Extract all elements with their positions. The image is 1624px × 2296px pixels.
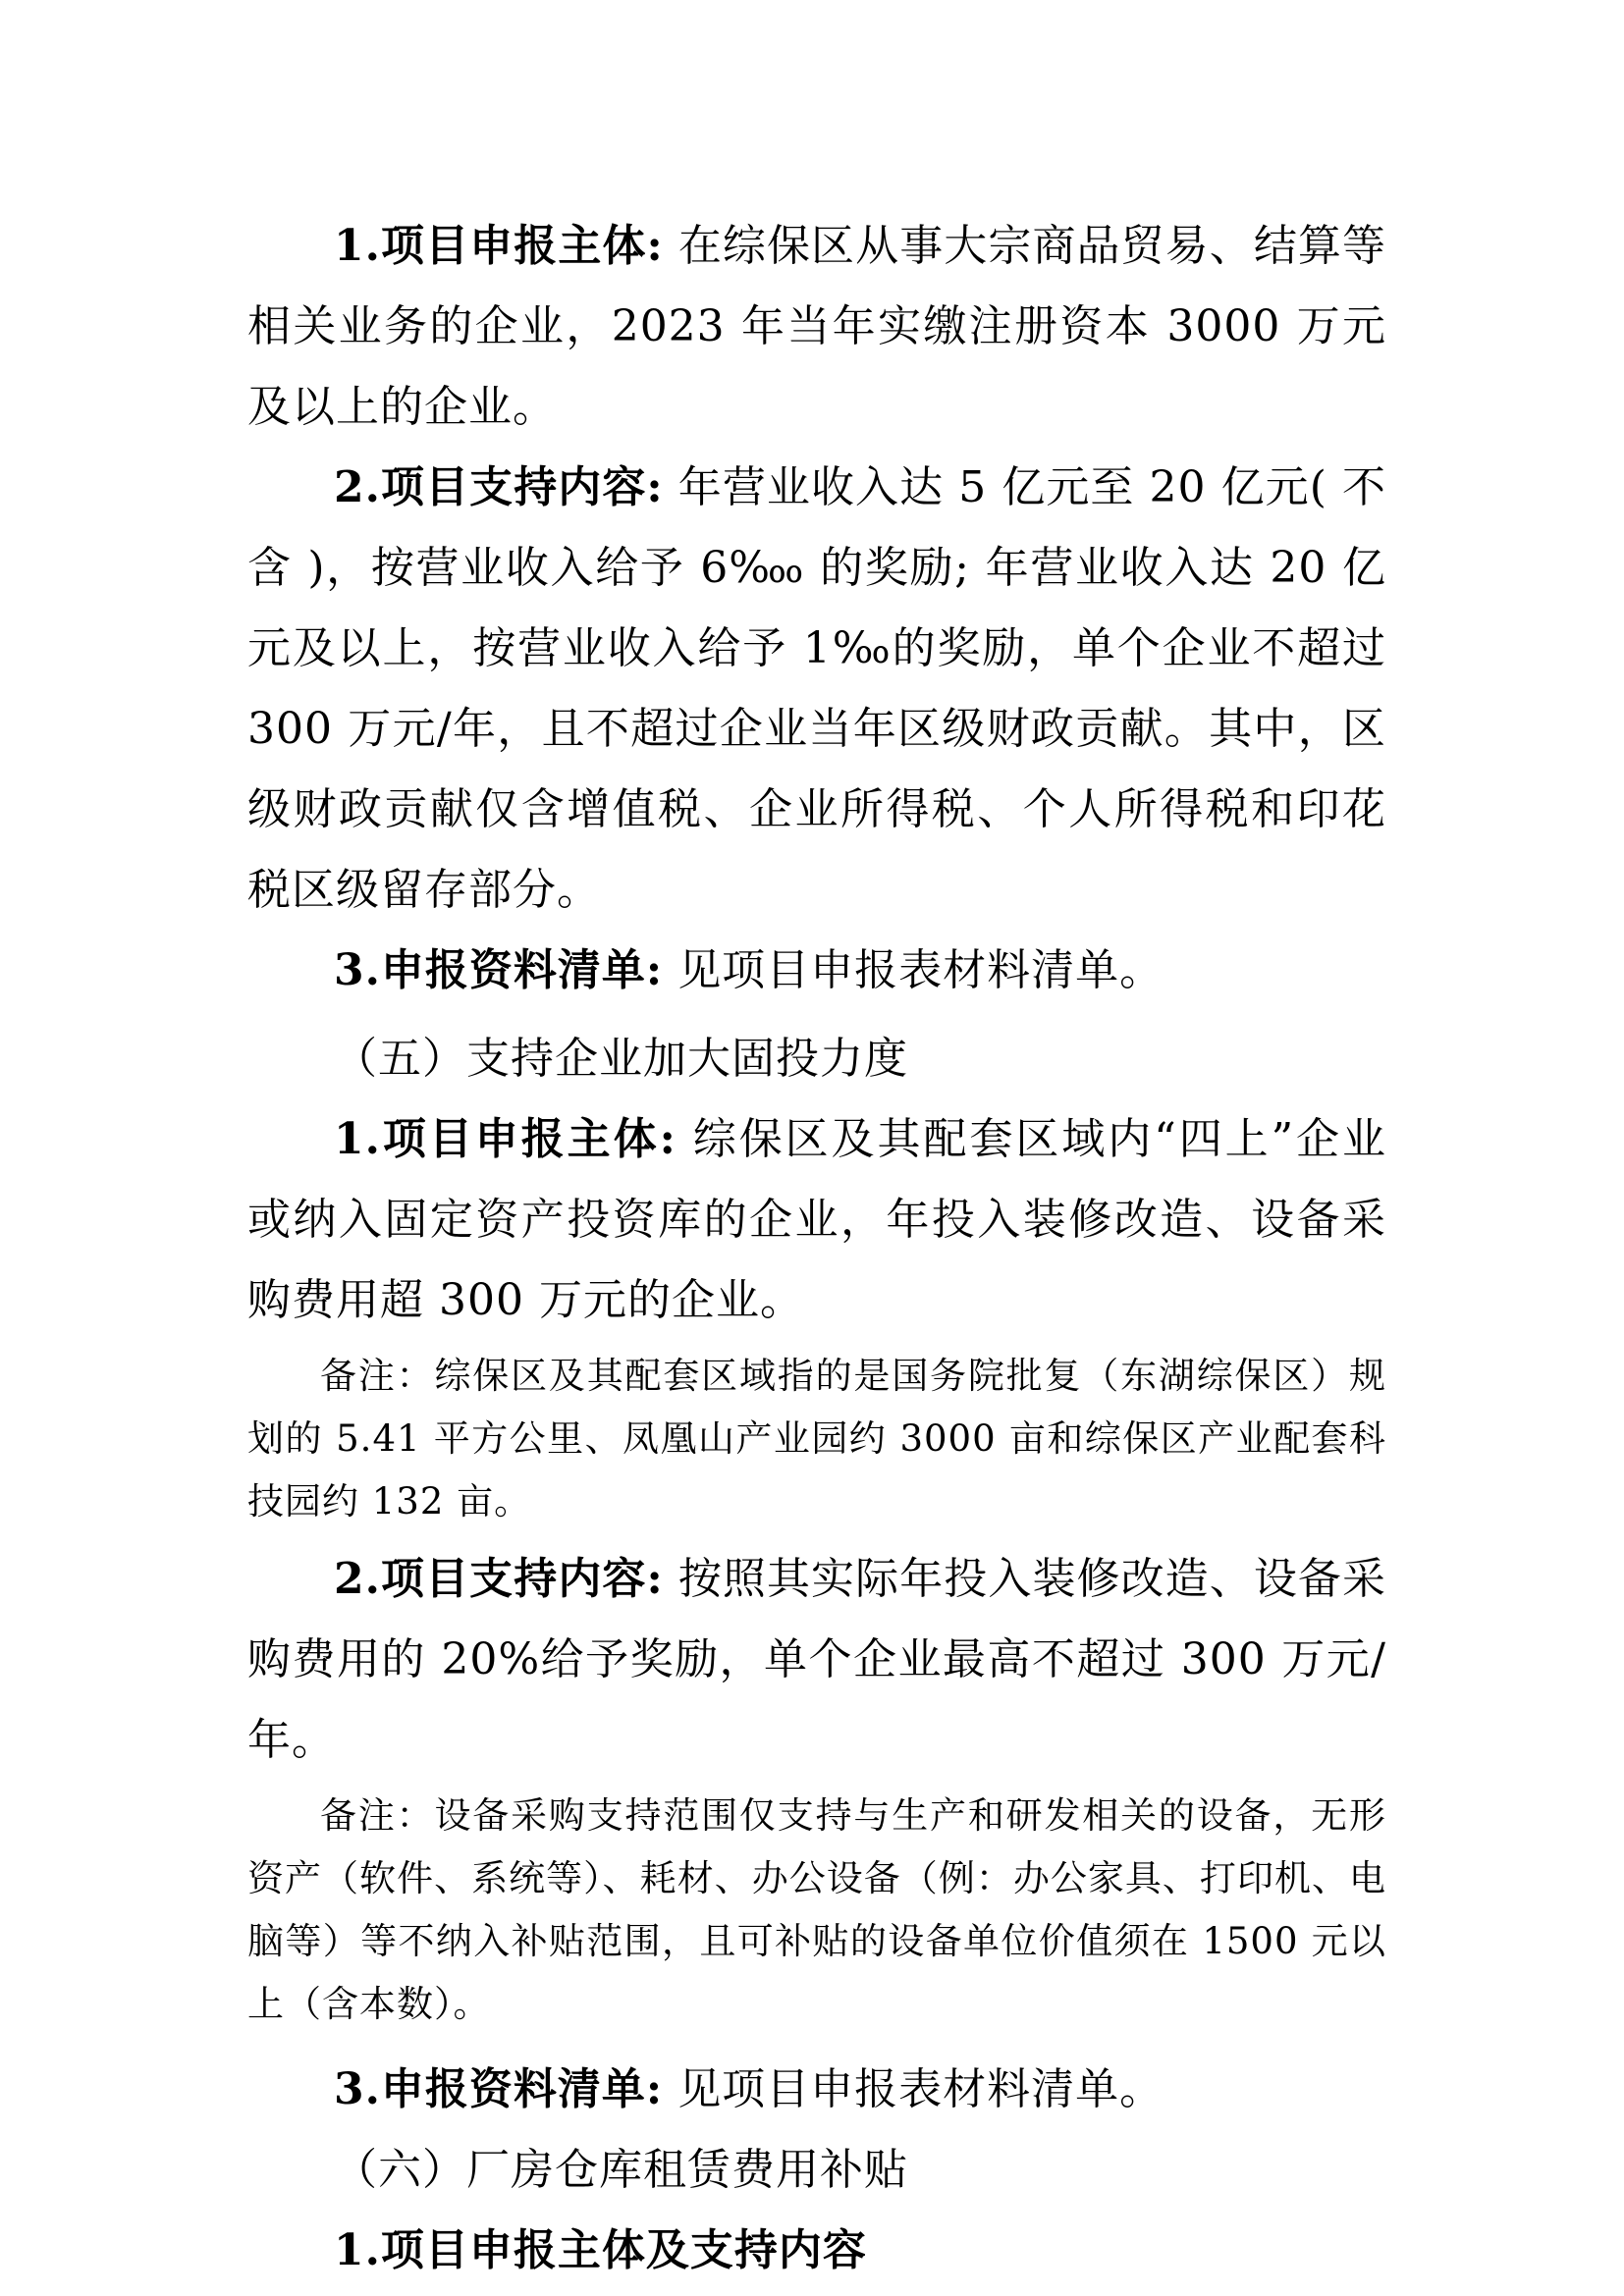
- paragraph-applicant-trade: [247, 206, 1386, 448]
- paragraph-text: 见项目申报表材料清单。: [677, 2064, 1164, 2114]
- paragraph-lead: 1.项目申报主体:: [334, 1114, 677, 1164]
- paragraph-applicant-rent: [247, 2211, 1386, 2291]
- paragraph-applicant-investment: [247, 1099, 1386, 1341]
- paragraph-support-trade: [247, 448, 1386, 931]
- paragraph-text: 年营业收入达 5 亿元至 20 亿元( 不含 )，按营业收入给予 6‱ 的奖励; 年营业收入达 20 亿元及以上，按营业收入给予 1‰的奖励，单个企业不超过 300 万元/年，且不超过企业当年区级财政贡献。其中，区级财政贡献仅含增值税、企业所得税、个人所得税和印花税区级留存部分。: [247, 462, 1386, 915]
- paragraph-text: 综保区及其配套区域内“四上”企业或纳入固定资产投资库的企业，年投入装修改造、设备采购费用超 300 万元的企业。: [247, 1114, 1386, 1325]
- paragraph-text: 见项目申报表材料清单。: [677, 945, 1164, 995]
- paragraph-lead: 2.项目支持内容:: [334, 462, 664, 512]
- paragraph-lead: 1.项目申报主体:: [334, 221, 664, 271]
- paragraph-lead: 2.项目支持内容:: [334, 1554, 664, 1604]
- paragraph-text: 按照其实际年投入装修改造、设备采购费用的 20%给予奖励，单个企业最高不超过 300 万元/年。: [247, 1554, 1386, 1765]
- document-page: [247, 206, 1386, 2291]
- paragraph-lead: 3.申报资料清单:: [334, 945, 664, 995]
- paragraph-lead: 3.申报资料清单:: [334, 2064, 664, 2114]
- section-heading-five: （五）支持企业加大固投力度: [334, 1034, 908, 1084]
- paragraph-support-investment: [247, 1539, 1386, 1781]
- paragraph-lead: 1.项目申报主体及支持内容: [334, 2225, 867, 2275]
- note-equipment-scope: 备注：设备采购支持范围仅支持与生产和研发相关的设备，无形资产（软件、系统等）、耗材、办公设备（例：办公家具、打印机、电脑等）等不纳入补贴范围，且可补贴的设备单位价值须在 1500 元以上（含本数）。: [247, 1794, 1386, 2025]
- paragraph-materials-investment: [247, 2050, 1386, 2130]
- note-region-definition: 备注：综保区及其配套区域指的是国务院批复（东湖综保区）规划的 5.41 平方公里、凤凰山产业园约 3000 亩和综保区产业配套科技园约 132 亩。: [247, 1355, 1386, 1522]
- paragraph-text: 在综保区从事大宗商品贸易、结算等相关业务的企业，2023 年当年实缴注册资本 3000 万元及以上的企业。: [247, 221, 1386, 432]
- paragraph-materials-trade: [247, 931, 1386, 1011]
- section-heading-six: （六）厂房仓库租赁费用补贴: [334, 2145, 908, 2195]
